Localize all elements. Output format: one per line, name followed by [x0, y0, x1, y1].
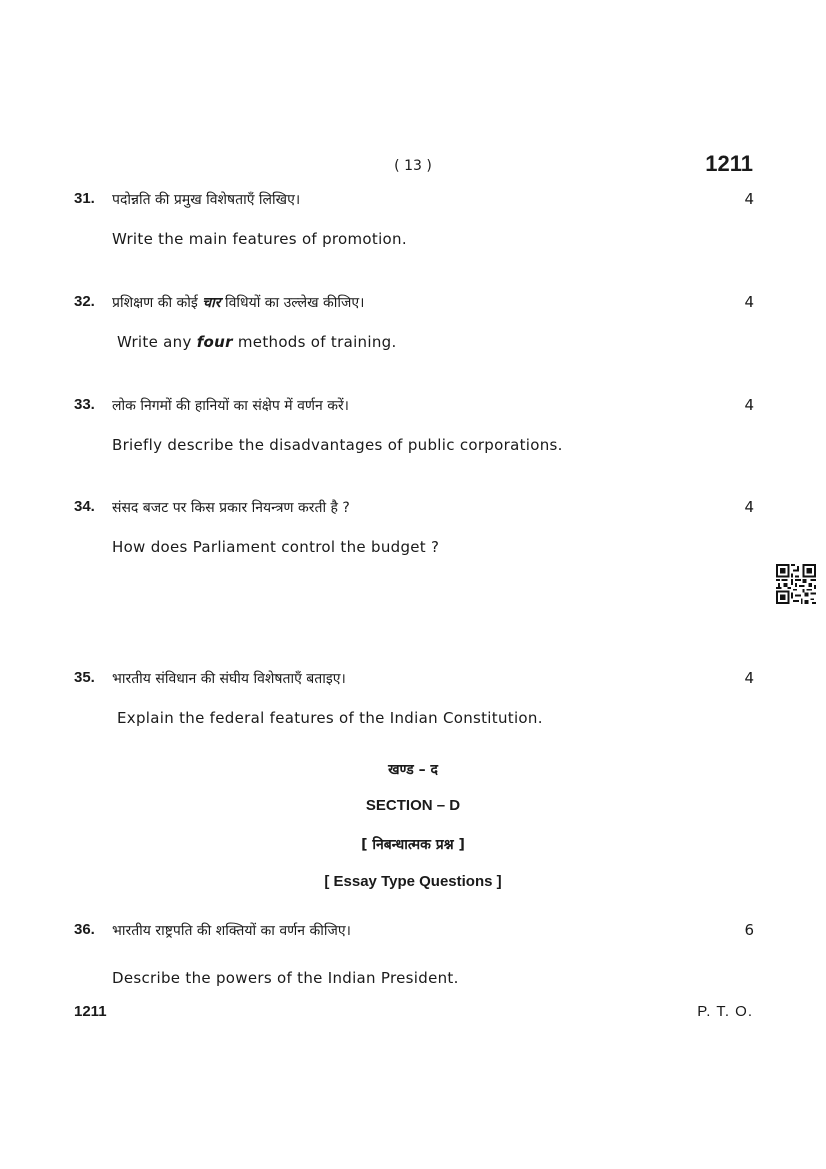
- english-after: methods of training.: [232, 333, 397, 351]
- question-number: 36.: [74, 921, 95, 938]
- section-title-english: SECTION – D: [365, 797, 461, 814]
- section-subtitle-english: [ Essay Type Questions ]: [324, 873, 502, 890]
- question-text-hindi: भारतीय संविधान की संघीय विशेषताएँ बताइए।: [112, 671, 346, 687]
- question-number: 32.: [74, 293, 95, 310]
- english-before: Write any: [117, 333, 197, 351]
- hindi-before: प्रशिक्षण की कोई: [112, 295, 203, 311]
- question-text-english: Explain the federal features of the Indian Constitution.: [117, 709, 543, 727]
- question-marks: 4: [744, 190, 754, 208]
- question-text-hindi: पदोन्नति की प्रमुख विशेषताएँ लिखिए।: [112, 192, 301, 208]
- question-text-hindi: संसद बजट पर किस प्रकार नियन्त्रण करती है ?: [112, 500, 350, 516]
- question-text-english: Describe the powers of the Indian President.: [112, 969, 459, 987]
- pto-label: P. T. O.: [697, 1003, 753, 1020]
- question-text-english: Write the main features of promotion.: [112, 230, 407, 248]
- page-number: ( 13 ): [394, 158, 432, 174]
- section-subtitle-hindi: [ निबन्धात्मक प्रश्न ]: [361, 837, 465, 853]
- question-text-hindi: भारतीय राष्ट्रपति की शक्तियों का वर्णन कीजिए।: [112, 923, 351, 939]
- hindi-after: विधियों का उल्लेख कीजिए।: [220, 295, 365, 311]
- question-marks: 6: [744, 921, 754, 939]
- question-text-english: How does Parliament control the budget ?: [112, 538, 440, 556]
- question-text-hindi: लोक निगमों की हानियों का संक्षेप में वर्णन करें।: [112, 398, 349, 414]
- english-emphasis: four: [196, 333, 233, 351]
- question-number: 31.: [74, 190, 95, 207]
- paper-code-bottom: 1211: [74, 1003, 107, 1020]
- question-text-hindi: [112, 293, 364, 312]
- qr-code-icon: [776, 564, 816, 604]
- question-marks: 4: [744, 396, 754, 414]
- question-text-english: Briefly describe the disadvantages of public corporations.: [112, 436, 563, 454]
- question-marks: 4: [744, 498, 754, 516]
- section-title-hindi: खण्ड – द: [388, 762, 438, 778]
- hindi-emphasis: चार: [202, 295, 221, 311]
- question-number: 35.: [74, 669, 95, 686]
- question-text-english: [117, 333, 397, 351]
- paper-code-top: 1211: [705, 151, 753, 176]
- question-marks: 4: [744, 293, 754, 311]
- question-number: 34.: [74, 498, 95, 515]
- question-marks: 4: [744, 669, 754, 687]
- question-number: 33.: [74, 396, 95, 413]
